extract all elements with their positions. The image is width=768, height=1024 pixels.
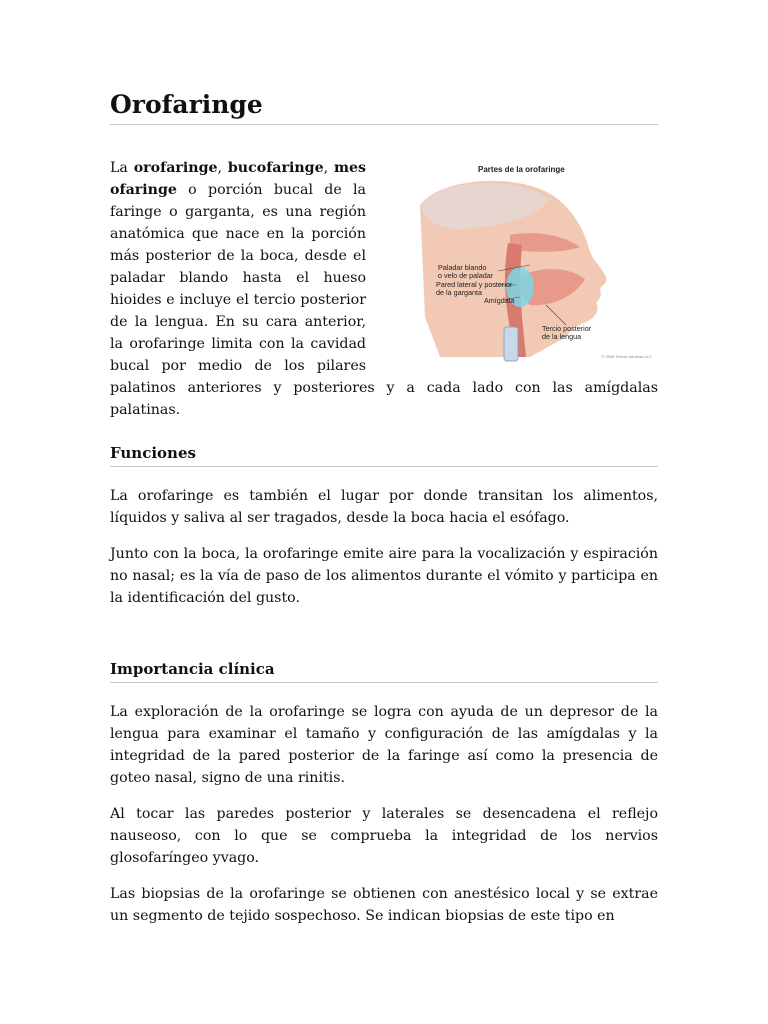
orofaringe-diagram [380, 157, 658, 363]
diagram-title: Partes de la orofaringe [478, 165, 565, 174]
diagram-credit: © 2008 Terese Winslow LLC [601, 354, 652, 359]
label-amigdala: Amígdala [484, 296, 515, 305]
heading-funciones: Funciones [110, 443, 658, 467]
page-title: Orofaringe [110, 90, 658, 125]
term-orofaringe: orofaringe [133, 160, 218, 176]
document-page [110, 90, 658, 927]
term-bucofaringe: bucofaringe [227, 160, 324, 176]
funciones-paragraph-1: La orofaringe es también el lugar por donde transitan los alimentos, líquidos y saliva al ser tragados, desde la boca hacia el esófago. [110, 488, 658, 526]
importancia-paragraph-3: Las biopsias de la orofaringe se obtienen con anestésico local y se extrae un segmento de tejido sospechoso. Se indican biopsias de este tipo en [110, 886, 658, 924]
term-mesofaringe: mes ofaringe [110, 160, 366, 198]
heading-importancia: Importancia clínica [110, 659, 658, 683]
importancia-paragraph-1: La exploración de la orofaringe se logra con ayuda de un depresor de la lengua para examinar el tamaño y configuración de las amígdalas y la integridad de la pared posterior de la faringe así como la presencia de goteo nasal, signo de una rinitis. [110, 704, 658, 786]
intro-rest: o porción bucal de la faringe o garganta, es una región anatómica que nace en la porción más posterior de la boca, desde el paladar blando hasta el hueso hioides e incluye el tercio posterior de la lengua. En su cara anterior, la orofaringe limita con la cavidad bucal por medio de los pilares palatinos anteriores y posteriores y a cada lado con las amígdalas palatinas. [110, 182, 658, 418]
funciones-paragraph-2: Junto con la boca, la orofaringe emite aire para la vocalización y espiración no nasal; es la vía de paso de los alimentos durante el vómito y participa en la identificación del gusto. [110, 546, 658, 606]
label-tercio: Tercio posterior de la lengua [542, 324, 592, 341]
intro-section [110, 157, 658, 421]
intro-la: La [110, 160, 128, 176]
importancia-paragraph-2: Al tocar las paredes posterior y laterales se desencadena el reflejo nauseoso, con lo que se comprueba la integridad de los nervios glosofaríngeo yvago. [110, 806, 658, 866]
trachea-shape [504, 327, 518, 361]
anatomy-illustration [380, 157, 658, 363]
label-pared: Pared lateral y posterior de la garganta [436, 280, 513, 297]
sep-2: , [323, 160, 329, 176]
label-paladar: Paladar blando o velo de paladar [438, 263, 494, 280]
sep-1: , [217, 160, 223, 176]
section-funciones [110, 443, 658, 609]
section-importancia [110, 659, 658, 927]
